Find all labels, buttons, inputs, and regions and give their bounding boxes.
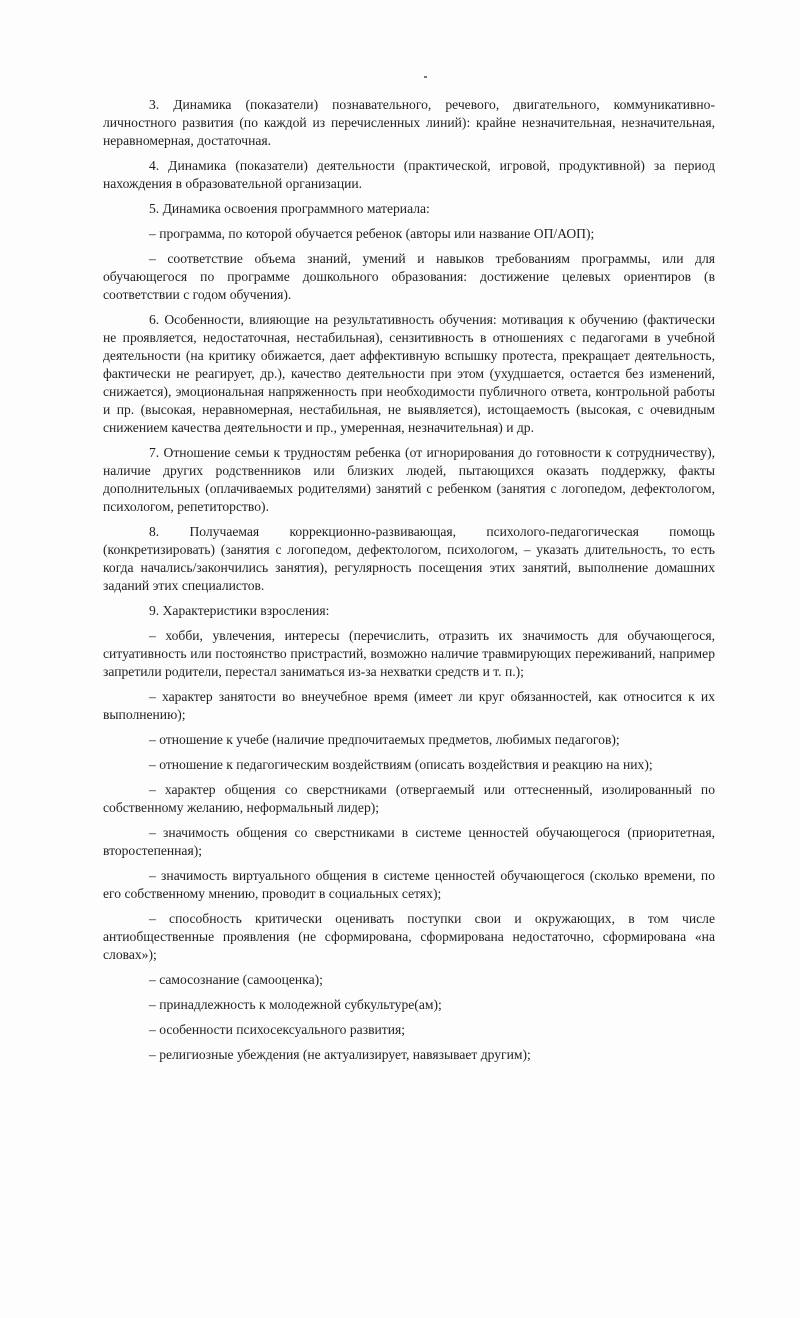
numbered-paragraph: 3. Динамика (показатели) познавательного, речевого, двигательного, коммуникативно-личностного развития (по каждой из перечисленных линий): крайне незначительная, незначительная, неравномерная, достаточная. [103, 97, 715, 148]
scan-dot [424, 76, 427, 78]
list-item: – самосознание (самооценка); [149, 972, 323, 987]
list-item: – способность критически оценивать поступки свои и окружающих, в том числе антиобщественные проявления (не сформирована, сформирована недостаточно, сформирована «на словах»); [103, 911, 715, 962]
list-item: – характер занятости во внеучебное время (имеет ли круг обязанностей, как относится к их выполнению); [103, 689, 715, 722]
list-item: – хобби, увлечения, интересы (перечислить, отразить их значимость для обучающегося, ситуативность или постоянство пристрастий, возможно наличие травмирующих переживаний, например запретили родители, перестал заниматься из-за нехватки средств и т. п.); [103, 628, 715, 679]
list-item: – отношение к педагогическим воздействиям (описать воздействия и реакцию на них); [149, 757, 653, 772]
list-item: – отношение к учебе (наличие предпочитаемых предметов, любимых педагогов); [149, 732, 620, 747]
list-item: – характер общения со сверстниками (отвергаемый или оттесненный, изолированный по собственному желанию, неформальный лидер); [103, 782, 715, 815]
numbered-paragraph: 5. Динамика освоения программного материала: [149, 201, 430, 216]
list-item: – значимость общения со сверстниками в системе ценностей обучающегося (приоритетная, второстепенная); [103, 825, 715, 858]
document-body [103, 96, 715, 1071]
list-item: – принадлежность к молодежной субкультуре(ам); [149, 997, 442, 1012]
numbered-paragraph: 8. Получаемая коррекционно-развивающая, психолого-педагогическая помощь (конкретизировать) (занятия с логопедом, дефектологом, психологом, – указать длительность, то есть когда начались/закончились занятия), регулярность посещения этих занятий, выполнение домашних заданий этих специалистов. [103, 524, 715, 593]
list-item: – особенности психосексуального развития; [149, 1022, 406, 1037]
numbered-paragraph: 7. Отношение семьи к трудностям ребенка (от игнорирования до готовности к сотрудничеству), наличие других родственников или близких людей, пытающихся оказать поддержку, факты дополнительных (оплачиваемых родителями) занятий с ребенком (занятия с логопедом, дефектологом, психологом, репетиторство). [103, 445, 715, 514]
list-item: – значимость виртуального общения в системе ценностей обучающегося (сколько времени, по его собственному мнению, проводит в социальных сетях); [103, 868, 715, 901]
list-item: – программа, по которой обучается ребенок (авторы или название ОП/АОП); [149, 226, 595, 241]
list-item: – религиозные убеждения (не актуализирует, навязывает другим); [149, 1047, 531, 1062]
numbered-paragraph: 4. Динамика (показатели) деятельности (практической, игровой, продуктивной) за период нахождения в образовательной организации. [103, 158, 715, 191]
numbered-paragraph: 9. Характеристики взросления: [149, 603, 330, 618]
numbered-paragraph: 6. Особенности, влияющие на результативность обучения: мотивация к обучению (фактически не проявляется, недостаточная, нестабильная), сензитивность в отношениях с педагогами в учебной деятельности (на критику обижается, дает аффективную вспышку протеста, прекращает деятельность, фактически не реагирует, др.), качество деятельности при этом (ухудшается, остается без изменений, снижается), эмоциональная напряженность при необходимости публичного ответа, контрольной работы и пр. (высокая, неравномерная, нестабильная, не выявляется), истощаемость (высокая, с очевидным снижением качества деятельности и пр., умеренная, незначительная) и др. [103, 312, 715, 435]
list-item: – соответствие объема знаний, умений и навыков требованиям программы, или для обучающегося по программе дошкольного образования: достижение целевых ориентиров (в соответствии с годом обучения). [103, 251, 715, 302]
